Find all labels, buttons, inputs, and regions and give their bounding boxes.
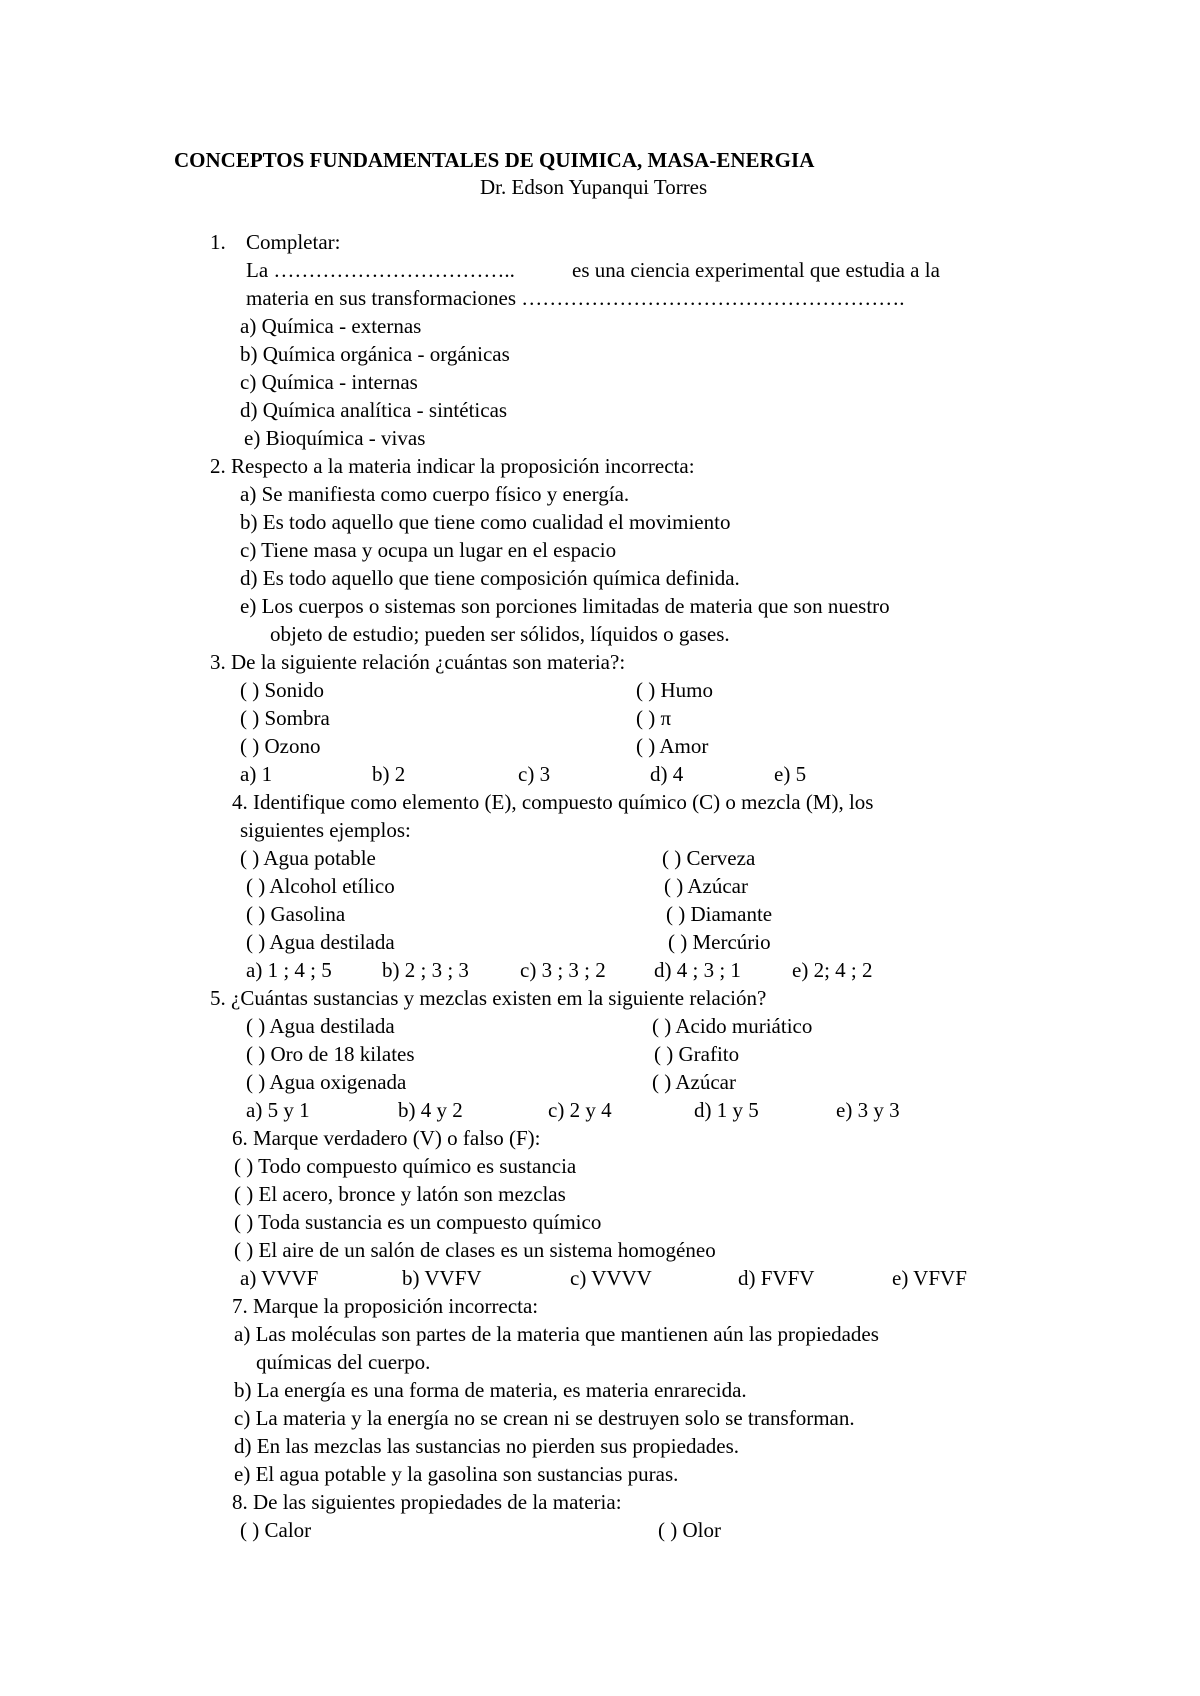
- q6-item: ( ) El aire de un salón de clases es un sistema homogéneo: [234, 1238, 716, 1262]
- q5-title: 5. ¿Cuántas sustancias y mezclas existen em la siguiente relación?: [210, 986, 767, 1010]
- q7-option: b) La energía es una forma de materia, es materia enrarecida.: [234, 1378, 747, 1402]
- q6-title: 6. Marque verdadero (V) o falso (F):: [232, 1126, 541, 1150]
- q1-option: c) Química - internas: [240, 370, 418, 394]
- q6-answer: d) FVFV: [738, 1266, 815, 1290]
- q4-item-right: ( ) Diamante: [666, 902, 773, 926]
- q2-title: 2. Respecto a la materia indicar la proposición incorrecta:: [210, 454, 695, 478]
- q6-answer: c) VVVV: [570, 1266, 652, 1290]
- q4-item-left: ( ) Alcohol etílico: [246, 874, 395, 898]
- q2-option: d) Es todo aquello que tiene composición química definida.: [240, 566, 740, 590]
- q3-answer: d) 4: [650, 762, 684, 786]
- q7-option: d) En las mezclas las sustancias no pierden sus propiedades.: [234, 1434, 740, 1458]
- q7-option-a-cont: químicas del cuerpo.: [256, 1350, 431, 1374]
- q5-answer: e) 3 y 3: [836, 1098, 900, 1122]
- document-author: Dr. Edson Yupanqui Torres: [480, 175, 708, 199]
- q4-answer: e) 2; 4 ; 2: [792, 958, 873, 982]
- q4-item-left: ( ) Gasolina: [246, 902, 346, 926]
- q4-answer: b) 2 ; 3 ; 3: [382, 958, 469, 982]
- q4-title: 4. Identifique como elemento (E), compuesto químico (C) o mezcla (M), los: [232, 790, 874, 814]
- q4-title-cont: siguientes ejemplos:: [240, 818, 411, 842]
- q5-item-right: ( ) Grafito: [654, 1042, 740, 1066]
- q3-item-left: ( ) Ozono: [240, 734, 321, 758]
- q1-number: 1.: [210, 230, 226, 254]
- q3-answer: a) 1: [240, 762, 273, 786]
- q5-answer: c) 2 y 4: [548, 1098, 612, 1122]
- q1-option: a) Química - externas: [240, 314, 422, 338]
- q4-item-right: ( ) Azúcar: [664, 874, 748, 898]
- q3-title: 3. De la siguiente relación ¿cuántas son materia?:: [210, 650, 626, 674]
- q3-item-left: ( ) Sonido: [240, 678, 324, 702]
- q6-answer: a) VVVF: [240, 1266, 319, 1290]
- q5-item-left: ( ) Agua oxigenada: [246, 1070, 407, 1094]
- q4-item-right: ( ) Mercúrio: [668, 930, 771, 954]
- q2-option: a) Se manifiesta como cuerpo físico y energía.: [240, 482, 630, 506]
- q6-item: ( ) Todo compuesto químico es sustancia: [234, 1154, 577, 1178]
- q6-answer: e) VFVF: [892, 1266, 967, 1290]
- q8-item-left: ( ) Calor: [240, 1518, 312, 1542]
- q6-item: ( ) Toda sustancia es un compuesto químico: [234, 1210, 602, 1234]
- q3-item-right: ( ) π: [636, 706, 672, 730]
- q2-option: c) Tiene masa y ocupa un lugar en el espacio: [240, 538, 617, 562]
- q8-title: 8. De las siguientes propiedades de la materia:: [232, 1490, 622, 1514]
- q5-answer: d) 1 y 5: [694, 1098, 759, 1122]
- q4-item-left: ( ) Agua destilada: [246, 930, 395, 954]
- q7-option: a) Las moléculas son partes de la materia que mantienen aún las propiedades: [234, 1322, 879, 1346]
- q1-line2: materia en sus transformaciones ……………………………………………….: [246, 286, 905, 310]
- q1-option: b) Química orgánica - orgánicas: [240, 342, 510, 366]
- q5-answer: b) 4 y 2: [398, 1098, 463, 1122]
- q3-item-left: ( ) Sombra: [240, 706, 330, 730]
- q1-title: Completar:: [246, 230, 341, 254]
- q7-title: 7. Marque la proposición incorrecta:: [232, 1294, 539, 1318]
- q3-answer: e) 5: [774, 762, 807, 786]
- q5-item-right: ( ) Azúcar: [652, 1070, 736, 1094]
- q6-item: ( ) El acero, bronce y latón son mezclas: [234, 1182, 566, 1206]
- q1-option: e) Bioquímica - vivas: [244, 426, 426, 450]
- q1-line1-start: La ……………………………..: [246, 258, 515, 282]
- q7-option: e) El agua potable y la gasolina son sustancias puras.: [234, 1462, 679, 1486]
- q4-answer: c) 3 ; 3 ; 2: [520, 958, 606, 982]
- q7-option: c) La materia y la energía no se crean ni se destruyen solo se transforman.: [234, 1406, 855, 1430]
- q5-item-left: ( ) Agua destilada: [246, 1014, 395, 1038]
- q4-item-right: ( ) Cerveza: [662, 846, 756, 870]
- q5-answer: a) 5 y 1: [246, 1098, 310, 1122]
- q2-option-e-cont: objeto de estudio; pueden ser sólidos, líquidos o gases.: [270, 622, 730, 646]
- q5-item-right: ( ) Acido muriático: [652, 1014, 813, 1038]
- q1-option: d) Química analítica - sintéticas: [240, 398, 508, 422]
- q3-item-right: ( ) Amor: [636, 734, 709, 758]
- q5-item-left: ( ) Oro de 18 kilates: [246, 1042, 415, 1066]
- q1-line1-end: es una ciencia experimental que estudia a la: [572, 258, 940, 282]
- q4-answer: d) 4 ; 3 ; 1: [654, 958, 741, 982]
- document-title: CONCEPTOS FUNDAMENTALES DE QUIMICA, MASA-ENERGIA: [174, 148, 815, 172]
- q8-item-right: ( ) Olor: [658, 1518, 721, 1542]
- q4-item-left: ( ) Agua potable: [240, 846, 376, 870]
- q4-answer: a) 1 ; 4 ; 5: [246, 958, 332, 982]
- q6-answer: b) VVFV: [402, 1266, 482, 1290]
- q2-option: e) Los cuerpos o sistemas son porciones limitadas de materia que son nuestro: [240, 594, 890, 618]
- q3-answer: c) 3: [518, 762, 551, 786]
- q3-answer: b) 2: [372, 762, 406, 786]
- q2-option: b) Es todo aquello que tiene como cualidad el movimiento: [240, 510, 731, 534]
- q3-item-right: ( ) Humo: [636, 678, 713, 702]
